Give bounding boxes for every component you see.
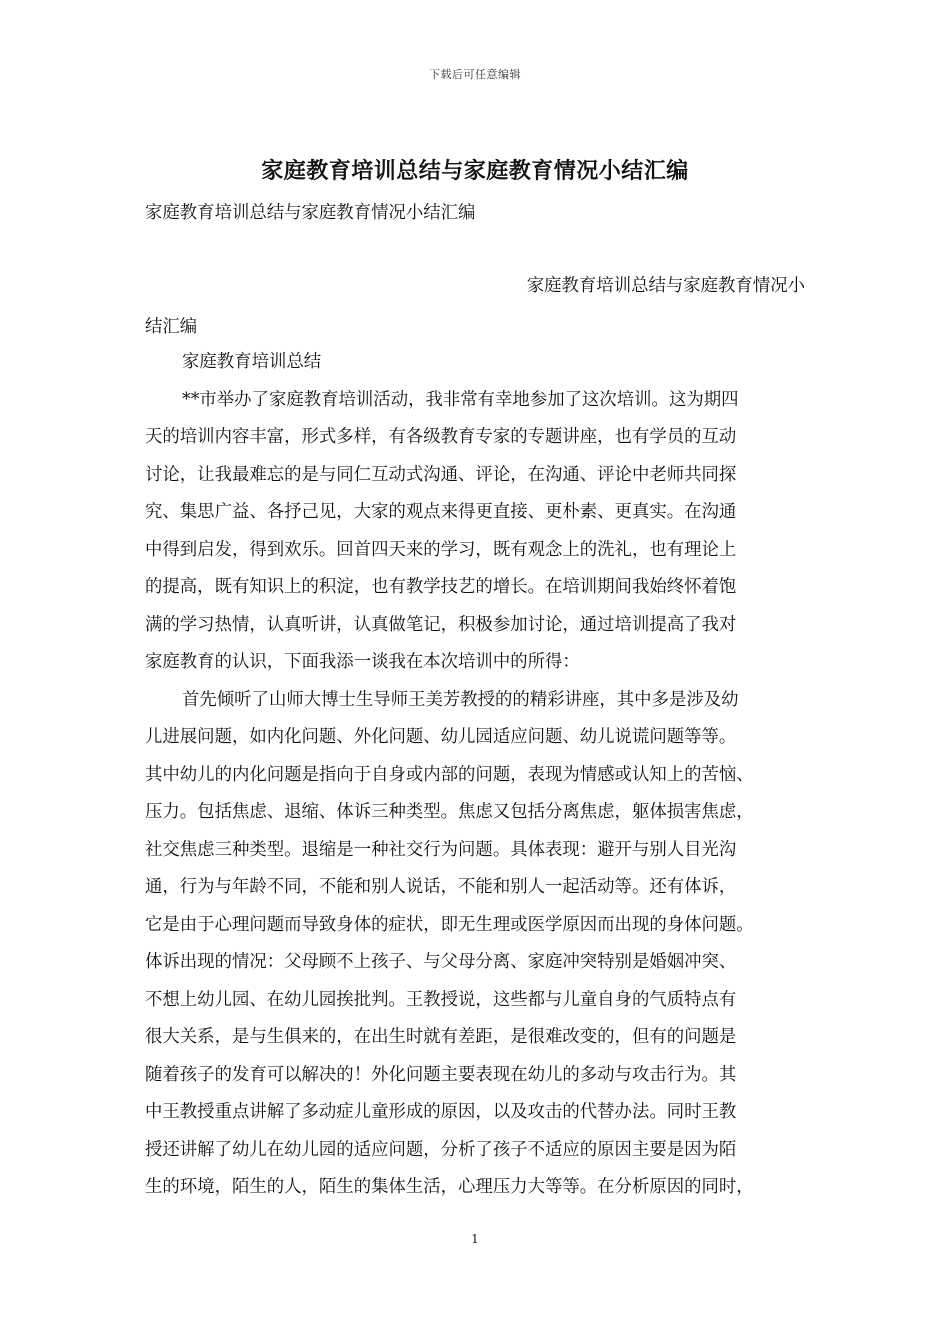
document-body — [145, 344, 805, 1207]
paragraph-line: 社交焦虑三种类型。退缩是一种社交行为问题。具体表现：避开与别人目光沟 — [145, 839, 737, 860]
right-heading-line-1: 家庭教育培训总结与家庭教育情况小 — [526, 276, 805, 296]
paragraph-line: 家庭教育的认识，下面我添一谈我在本次培训中的所得： — [145, 652, 580, 672]
document-subtitle: 家庭教育培训总结与家庭教育情况小结汇编 — [145, 203, 476, 223]
right-aligned-heading — [145, 268, 805, 346]
paragraph-line: 生的环境，陌生的人，陌生的集体生活，心理压力大等等。在分析原因的同时， — [145, 1177, 754, 1197]
paragraph-line: 体诉出现的情况：父母顾不上孩子、与父母分离、家庭冲突特别是婚姻冲突、 — [145, 952, 737, 972]
paragraph-line: 压力。包括焦虑、退缩、体诉三种类型。焦虑又包括分离焦虑，躯体损害焦虑， — [145, 802, 754, 822]
section-heading: 家庭教育培训总结 — [182, 352, 322, 372]
paragraph-line: 随着孩子的发育可以解决的！外化问题主要表现在幼儿的多动与攻击行为。其 — [145, 1064, 737, 1085]
right-heading-line-2: 结汇编 — [145, 316, 198, 337]
paragraph-line: 其中幼儿的内化问题是指向于自身或内部的问题，表现为情感或认知上的苦恼、 — [145, 764, 754, 785]
paragraph-line: 满的学习热情，认真听讲，认真做笔记，积极参加讨论，通过培训提高了我对 — [145, 614, 737, 635]
paragraph-line: 它是由于心理问题而导致身体的症状，即无生理或医学原因而出现的身体问题。 — [145, 914, 754, 935]
paragraph-line: 很大关系，是与生俱来的，在出生时就有差距，是很难改变的，但有的问题是 — [145, 1027, 737, 1047]
page-number: 1 — [471, 1232, 479, 1246]
paragraph-line: 通，行为与年龄不同，不能和别人说话，不能和别人一起活动等。还有体诉， — [145, 877, 737, 897]
paragraph-line: 天的培训内容丰富，形式多样，有各级教育专家的专题讲座，也有学员的互动 — [145, 427, 737, 447]
paragraph-line: 讨论，让我最难忘的是与同仁互动式沟通、评论，在沟通、评论中老师共同探 — [145, 464, 737, 485]
document-title: 家庭教育培训总结与家庭教育情况小结汇编 — [261, 158, 689, 184]
paragraph-line: **市举办了家庭教育培训活动，我非常有幸地参加了这次培训。这为期四 — [182, 389, 739, 410]
paragraph-line: 的提高，既有知识上的积淀，也有教学技艺的增长。在培训期间我始终怀着饱 — [145, 577, 737, 597]
paragraph-line: 首先倾听了山师大博士生导师王美芳教授的的精彩讲座，其中多是涉及幼 — [182, 689, 739, 710]
paragraph-line: 儿进展问题，如内化问题、外化问题、幼儿园适应问题、幼儿说谎问题等等。 — [145, 727, 737, 747]
paragraph-line: 不想上幼儿园、在幼儿园挨批判。王教授说，这些都与儿童自身的气质特点有 — [145, 989, 737, 1010]
paragraph-line: 中得到启发，得到欢乐。回首四天来的学习，既有观念上的洗礼，也有理论上 — [145, 539, 737, 560]
paragraph-line: 授还讲解了幼儿在幼儿园的适应问题，分析了孩子不适应的原因主要是因为陌 — [145, 1139, 737, 1160]
paragraph-line: 究、集思广益、各抒己见，大家的观点来得更直接、更朴素、更真实。在沟通 — [145, 502, 737, 522]
page-header-note: 下载后可任意编辑 — [429, 68, 521, 81]
paragraph-line: 中王教授重点讲解了多动症儿童形成的原因，以及攻击的代替办法。同时王教 — [145, 1102, 737, 1122]
